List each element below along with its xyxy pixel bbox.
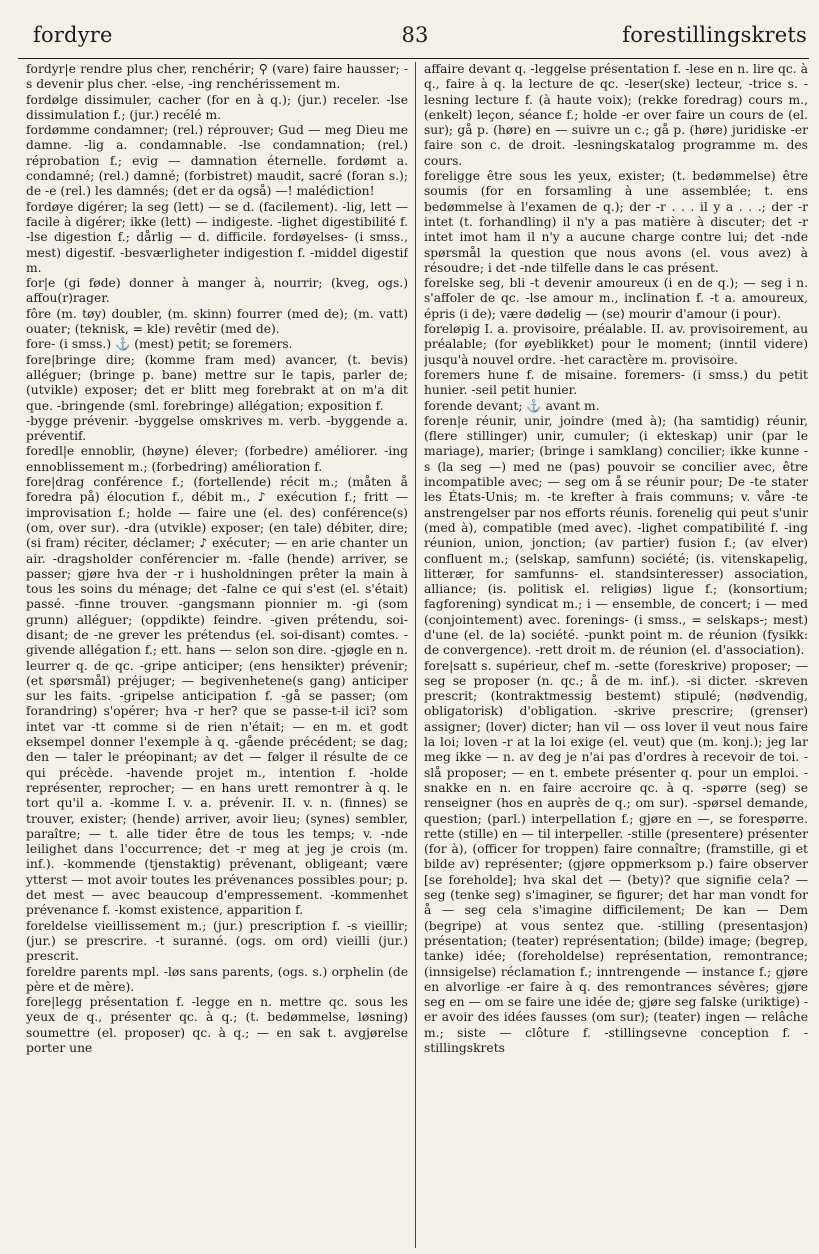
dictionary-entry: affaire devant q. -leggelse présentation f. -lese en n. lire qc. à q., faire à q. la lecture de qc. -leser(ske) lecteur, -trice s. -lesning lecture f. (à haute voix); (rekke foredrag) cours m., (enkelt) leçon, séance f.; holde -er over faire un cours de (el. sur); gå p. (høre) en — suivre un c.; gå p. (høre) juridiske -er faire son c. de droit. -lesningskatalog programme m. des cours. [424, 62, 808, 168]
dictionary-entry: fordømme condamner; (rel.) réprouver; Gud — meg Dieu me damne. -lig a. condamnable. -lse condamnation; (rel.) réprobation f.; evig — damnation éternelle. fordømt a. condamné; (rel.) damné; (forbistret) maudit, sacré (foran s.); de -e (rel.) les damnés; (det er da også) —! malédiction! [26, 123, 408, 199]
dictionary-entry: foredl|e ennoblir, (høyne) élever; (forbedre) améliorer. -ing ennoblissement m.; (forbedring) amélioration f. [26, 444, 408, 474]
dictionary-entry: fôre (m. tøy) doubler, (m. skinn) fourrer (med de); (m. vatt) ouater; (teknisk, = kle) revêtir (med de). [26, 306, 408, 337]
dictionary-entry: foreligge être sous les yeux, exister; (t. bedømmelse) être soumis (for en forsamling à une assemblée; t. ens bedømmelse à l'examen de q.); der -r . . . il y a . . .; der -r intet (t. forhandling) il n'y a pas matière à discuter; det -r intet imot ham il n'y a aucune charge contre lui; det -nde spørsmål la question que nous avons (el. vous avez) à résoudre; i det -nde tilfelle dans le cas présent. [424, 169, 808, 275]
dictionary-entry: fore|legg présentation f. -legge en n. mettre qc. sous les yeux de q., présenter qc. à q.; (t. bedømmelse, løsning) soumettre (el. proposer) qc. à q.; — en sak t. avgjørelse porter une [26, 995, 408, 1055]
dictionary-entry: for|e (gi føde) donner à manger à, nourrir; (kveg, ogs.) affou(r)rager. [26, 276, 408, 306]
left-column [26, 62, 408, 1250]
dictionary-entry: fordyr|e rendre plus cher, renchérir; ⚲ (vare) faire hausser; -s devenir plus cher. -else, -ing renchérissement m. [26, 62, 408, 92]
page-number: 83 [401, 23, 429, 47]
dictionary-entry: fore|satt s. supérieur, chef m. -sette (foreskrive) proposer; — seg se proposer (n. qc.; å de m. inf.). -si dicter. -skreven prescrit; (kontraktmessig bestemt) stipulé; (nødvendig, obligatorisk) d'obligation. -skrive prescrire; (grenser) assigner; (lover) dicter; han vil — oss lover il veut nous faire la loi; loven -r at la loi exige (el. veut) que (m. konj.); jeg lar meg ikke — n. av deg je n'ai pas d'ordres à recevoir de toi. -slå proposer; — en t. embete présenter q. pour un emploi. -snakke en n. en faire accroire qc. à q. -spørre (seg) se renseigner (hos en auprès de q.; om sur). -spørsel demande, question; (parl.) interpellation f.; gjøre en —, se forespørre. rette (stille) en — til interpeller. -stille (presentere) présenter (for à), (officer for troppen) faire connaître; (framstille, gi et bilde av) représenter; (gjøre oppmerksom p.) faire observer [se foreholde]; hva skal det — (bety)? que signifie cela? — seg (tenke seg) s'imaginer, se figurer; det har man vondt for å — seg cela s'imagine difficilement; De kan — Dem (begripe) at vous sentez que. -stilling (presentasjon) présentation; (teater) représentation; (bilde) image; (begrep, tanke) idée; (foreholdelse) représentation, remontrance; (innsigelse) réclamation f.; inntrengende — instance f.; gjøre en alvorlige -er faire à q. des remontrances sévères; gjøre seg en — om se faire une idée de; gjøre seg falske (uriktige) -er avoir des idées fausses (om sur); (teater) ingen — relâche m.; siste — clôture f. -stillingsevne conception f. -stillingskrets [424, 658, 808, 1055]
dictionary-entry: foreldre parents mpl. -løs sans parents, (ogs. s.) orphelin (de père et de mère). [26, 964, 408, 994]
dictionary-entry: fore|drag conférence f.; (fortellende) récit m.; (måten å foredra på) élocution f., débit m., ♪ exécution f.; fritt — improvisation f.; holde — faire une (el. des) conférence(s) (om, over sur). -dra (utvikle) exposer; (en tale) débiter, dire; (si fram) réciter, déclamer; ♪ exécuter; — en arie chanter un air. -dragsholder conférencier m. -falle (hende) arriver, se passer; gjøre hva der -r i husholdningen prêter la main à tous les soins du ménage; det -falne ce qui s'est (el. s'était) passé. -finne trouver. -gangsmann pionnier m. -gi (som grunn) alléguer; (oppdikte) feindre. -given prétendu, soi-disant; de -ne grever les prétendus (el. soi-disant) comtes. -givende allégation f.; ett. hans — selon son dire. -gjøgle en n. leurrer q. de qc. -gripe anticiper; (ens hensikter) prévenir; (et spørsmål) préjuger; — begivenhetene(s gang) anticiper sur les faits. -gripelse anticipation f. -gå se passer; (om forandring) s'opérer; hva -r her? que se passe-t-il ici? som intet var -tt comme si de rien n'était; — en m. et godt eksempel donner l'exemple à q. -gående précédent; se dag; den — taler le préopinant; av det — følger il résulte de ce qui précède. -havende projet m., intention f. -holde représenter, reprocher; — en hans urett remontrer à q. le tort qu'il a. -komme I. v. a. prévenir. II. v. n. (finnes) se trouver, exister; (hende) arriver, avoir lieu; (synes) sembler, paraître; — t. alle tider être de tous les temps; v. -nde leilighet dans l'occurrence; det -r meg at jeg je crois (m. inf.). -kommende (tjenstaktig) prévenant, obligeant; være ytterst — mot avoir toutes les prévenances possibles pour; p. det mest — avec beaucoup d'empressement. -kommenhet prévenance f. -komst existence, apparition f. [26, 475, 408, 918]
dictionary-entry: fordøye digérer; la seg (lett) — se d. (facilement). -lig, lett — facile à digérer; ikke (lett) — indigeste. -lighet digestibilité f. -lse digestion f.; dårlig — d. difficile. fordøyelses- (i smss., mest) digestif. -besværligheter indigestion f. -middel digestif m. [26, 199, 408, 275]
dictionary-entry: foremers hune f. de misaine. foremers- (i smss.) du petit hunier. -seil petit hunier. [424, 367, 808, 398]
dictionary-entry: fore|bringe dire; (komme fram med) avancer, (t. bevis) alléguer; (bringe p. bane) mettre sur le tapis, parler de; (utvikle) exposer; det er blitt meg forebrakt at on m'a dit que. -bringende (sml. forebringe) allégation; exposition f. [26, 352, 408, 413]
right-guide-word: forestillingskrets [622, 23, 807, 47]
dictionary-entry: -bygge prévenir. -byggelse omskrives m. verb. -byggende a. préventif. [26, 413, 408, 444]
dictionary-entry: fordølge dissimuler, cacher (for en à q.); (jur.) receler. -lse dissimulation f.; (jur.) recélé m. [26, 92, 408, 122]
dictionary-entry: forelske seg, bli -t devenir amoureux (i en de q.); — seg i n. s'affoler de qc. -lse amour m., inclination f. -t a. amoureux, épris (i de); være dødelig — (se) mourir d'amour (i pour). [424, 276, 808, 321]
left-guide-word: fordyre [33, 23, 113, 47]
right-column [424, 62, 808, 1250]
dictionary-entry: foreldelse vieillissement m.; (jur.) prescription f. -s vieillir; (jur.) se prescrire. -t suranné. (ogs. om ord) vieilli (jur.) prescrit. [26, 918, 408, 964]
header-rule [18, 58, 809, 59]
dictionary-entry: fore- (i smss.) ⚓ (mest) petit; se foremers. [26, 337, 293, 352]
column-divider [415, 62, 416, 1248]
dictionary-entry: forende devant; ⚓ avant m. [424, 398, 600, 413]
dictionary-entry: foreløpig I. a. provisoire, préalable. II. av. provisoirement, au préalable; (for øyeblikket) pour le moment; (inntil videre) jusqu'à nouvel ordre. -het caractère m. provisoire. [424, 322, 808, 367]
dictionary-entry: foren|e réunir, unir, joindre (med à); (ha samtidig) réunir, (flere stillinger) unir, cumuler; (i ekteskap) unir (par le mariage), marier; (bringe i samklang) concilier; ikke kunne -s (la seg —) med ne (pas) pouvoir se concilier avec, être incompatible avec; — seg om å se réunir pour; De -te stater les États-Unis; m. -te krefter à frais communs; v. våre -te anstrengelser par nos efforts réunis. forenelig qui peut s'unir (med à), compatible (med avec). -lighet compatibilité f. -ing réunion, union, jonction; (av partier) fusion f.; (av elver) confluent m.; (selskap, samfunn) société; (is. vitenskapelig, litterær, for samfunns- el. standsinteresser) association, alliance; (is. politisk el. religiøs) ligue f.; (konsortium; fagforening) syndicat m.; i — ensemble, de concert; i — med (conjointement) avec. forenings- (i smss., = selskaps-; mest) d'une (el. de la) société. -punkt point m. de réunion (fysikk: de convergence). -rett droit m. de réunion (el. d'association). [424, 413, 808, 658]
